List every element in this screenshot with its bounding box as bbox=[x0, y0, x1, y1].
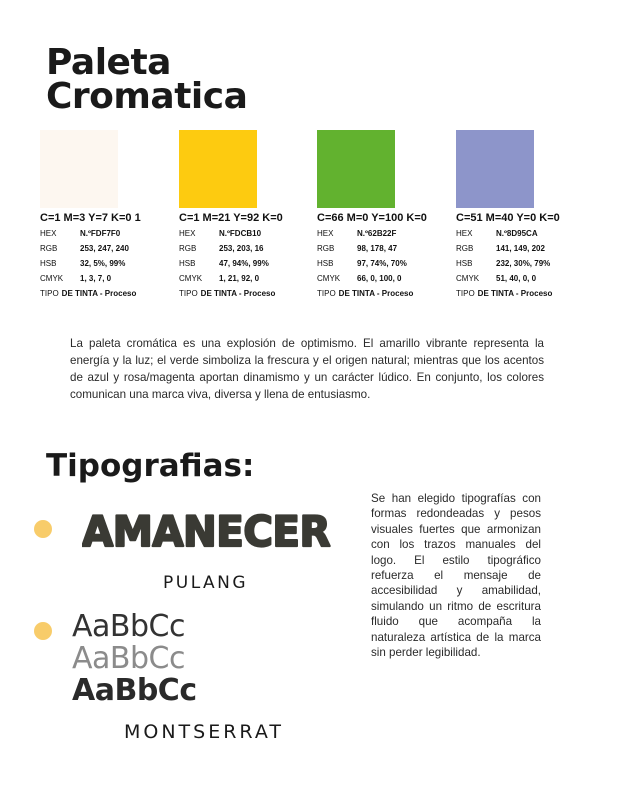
spec-row-rgb bbox=[456, 241, 596, 256]
spec-row-cmyk bbox=[179, 271, 319, 286]
spec-row-tinta bbox=[456, 286, 596, 301]
spec-value: 98, 178, 47 bbox=[357, 244, 398, 253]
spec-key: HEX bbox=[40, 229, 57, 238]
spec-value: N.º62B22F bbox=[357, 229, 397, 238]
title-line-1: Paleta bbox=[46, 42, 171, 83]
spec-value: 253, 247, 240 bbox=[80, 244, 129, 253]
spec-key: HSB bbox=[40, 259, 57, 268]
tinta-key: TIPO bbox=[179, 289, 198, 298]
body-font-sample-bold: AaBbCc bbox=[72, 673, 197, 708]
spec-key: HSB bbox=[317, 259, 334, 268]
swatch-green bbox=[317, 130, 457, 301]
swatch-specs bbox=[179, 226, 319, 301]
color-chip bbox=[456, 130, 534, 208]
spec-value: 141, 149, 202 bbox=[496, 244, 545, 253]
tinta-key: TIPO bbox=[40, 289, 59, 298]
spec-value: 253, 203, 16 bbox=[219, 244, 264, 253]
spec-value: 1, 21, 92, 0 bbox=[219, 274, 260, 283]
spec-row-cmyk bbox=[317, 271, 457, 286]
swatch-cmyk-title: C=1 M=21 Y=92 K=0 bbox=[179, 212, 283, 224]
spec-value: N.ºFDCB10 bbox=[219, 229, 262, 238]
spec-row-hex bbox=[456, 226, 596, 241]
spec-key: HSB bbox=[456, 259, 473, 268]
yellow-dot-icon bbox=[34, 622, 52, 640]
tinta-value: DE TINTA - Proceso bbox=[477, 289, 553, 298]
palette-description: La paleta cromática es una explosión de optimismo. El amarillo vibrante representa la energía y la luz; el verde simboliza la frescura y el origen natural; mientras que los acentos de azul y rosa/magenta aportan dinamismo y un carácter lúdico. En conjunto, los colores comunican una marca viva, diversa y llena de entusiasmo. bbox=[70, 337, 544, 401]
spec-value: 1, 3, 7, 0 bbox=[80, 274, 112, 283]
page-title bbox=[46, 42, 248, 117]
display-font-sample bbox=[82, 502, 332, 562]
swatch-yellow bbox=[179, 130, 319, 301]
spec-value: 97, 74%, 70% bbox=[357, 259, 407, 268]
display-font-name: PULANG bbox=[163, 573, 249, 593]
spec-value: 232, 30%, 79% bbox=[496, 259, 551, 268]
body-font-sample-light: AaBbCc bbox=[72, 641, 185, 676]
color-chip bbox=[317, 130, 395, 208]
spec-row-rgb bbox=[40, 241, 180, 256]
tinta-value: DE TINTA - Proceso bbox=[61, 289, 137, 298]
body-font-name: MONTSERRAT bbox=[124, 721, 284, 743]
spec-row-hex bbox=[40, 226, 180, 241]
color-chip bbox=[40, 130, 118, 208]
swatch-specs bbox=[456, 226, 596, 301]
spec-row-hex bbox=[317, 226, 457, 241]
spec-key: HSB bbox=[179, 259, 196, 268]
swatch-cmyk-title: C=1 M=3 Y=7 K=0 1 bbox=[40, 212, 141, 224]
spec-row-hsb bbox=[179, 256, 319, 271]
swatch-cmyk-title: C=51 M=40 Y=0 K=0 bbox=[456, 212, 560, 224]
tinta-value: DE TINTA - Proceso bbox=[200, 289, 276, 298]
spec-key: HEX bbox=[317, 229, 334, 238]
spec-key: CMYK bbox=[317, 274, 341, 283]
spec-row-rgb bbox=[179, 241, 319, 256]
display-font-sample-text: AMANECER bbox=[82, 507, 331, 556]
spec-row-tinta bbox=[179, 286, 319, 301]
spec-key: RGB bbox=[456, 244, 474, 253]
spec-key: CMYK bbox=[179, 274, 203, 283]
tinta-value: DE TINTA - Proceso bbox=[338, 289, 414, 298]
spec-value: 47, 94%, 99% bbox=[219, 259, 269, 268]
swatch-specs bbox=[317, 226, 457, 301]
typography-description: Se han elegido tipografías con formas redondeadas y pesos visuales fuertes que armonizan con los trazos manuales del logo. El estilo tipográfico refuerza el mensaje de accesibilidad y amabilidad, simulando un ritmo de escritura fluido que acompaña la naturaleza artística de la marca sin perder legibilidad. bbox=[371, 492, 541, 660]
tinta-key: TIPO bbox=[317, 289, 336, 298]
color-chip bbox=[179, 130, 257, 208]
spec-row-hsb bbox=[40, 256, 180, 271]
body-font-sample-regular: AaBbCc bbox=[72, 609, 185, 644]
swatch-specs bbox=[40, 226, 180, 301]
typography-heading: Tipografias: bbox=[46, 448, 255, 484]
spec-row-tinta bbox=[317, 286, 457, 301]
spec-value: 66, 0, 100, 0 bbox=[357, 274, 402, 283]
spec-key: RGB bbox=[317, 244, 335, 253]
yellow-dot-icon bbox=[34, 520, 52, 538]
spec-row-hsb bbox=[317, 256, 457, 271]
tinta-key: TIPO bbox=[456, 289, 475, 298]
spec-row-cmyk bbox=[40, 271, 180, 286]
spec-value: 51, 40, 0, 0 bbox=[496, 274, 537, 283]
spec-row-cmyk bbox=[456, 271, 596, 286]
display-font-sample-art bbox=[82, 502, 332, 562]
spec-row-tinta bbox=[40, 286, 180, 301]
title-line-2: Cromatica bbox=[46, 76, 248, 117]
spec-key: HEX bbox=[456, 229, 473, 238]
spec-key: HEX bbox=[179, 229, 196, 238]
spec-row-hsb bbox=[456, 256, 596, 271]
spec-key: RGB bbox=[40, 244, 58, 253]
spec-key: RGB bbox=[179, 244, 197, 253]
swatch-cmyk-title: C=66 M=0 Y=100 K=0 bbox=[317, 212, 427, 224]
swatch-cream bbox=[40, 130, 180, 301]
spec-key: CMYK bbox=[40, 274, 64, 283]
spec-value: N.ºFDF7F0 bbox=[80, 229, 121, 238]
spec-value: N.º8D95CA bbox=[496, 229, 538, 238]
spec-row-hex bbox=[179, 226, 319, 241]
spec-row-rgb bbox=[317, 241, 457, 256]
spec-value: 32, 5%, 99% bbox=[80, 259, 126, 268]
spec-key: CMYK bbox=[456, 274, 480, 283]
swatch-lavender bbox=[456, 130, 596, 301]
